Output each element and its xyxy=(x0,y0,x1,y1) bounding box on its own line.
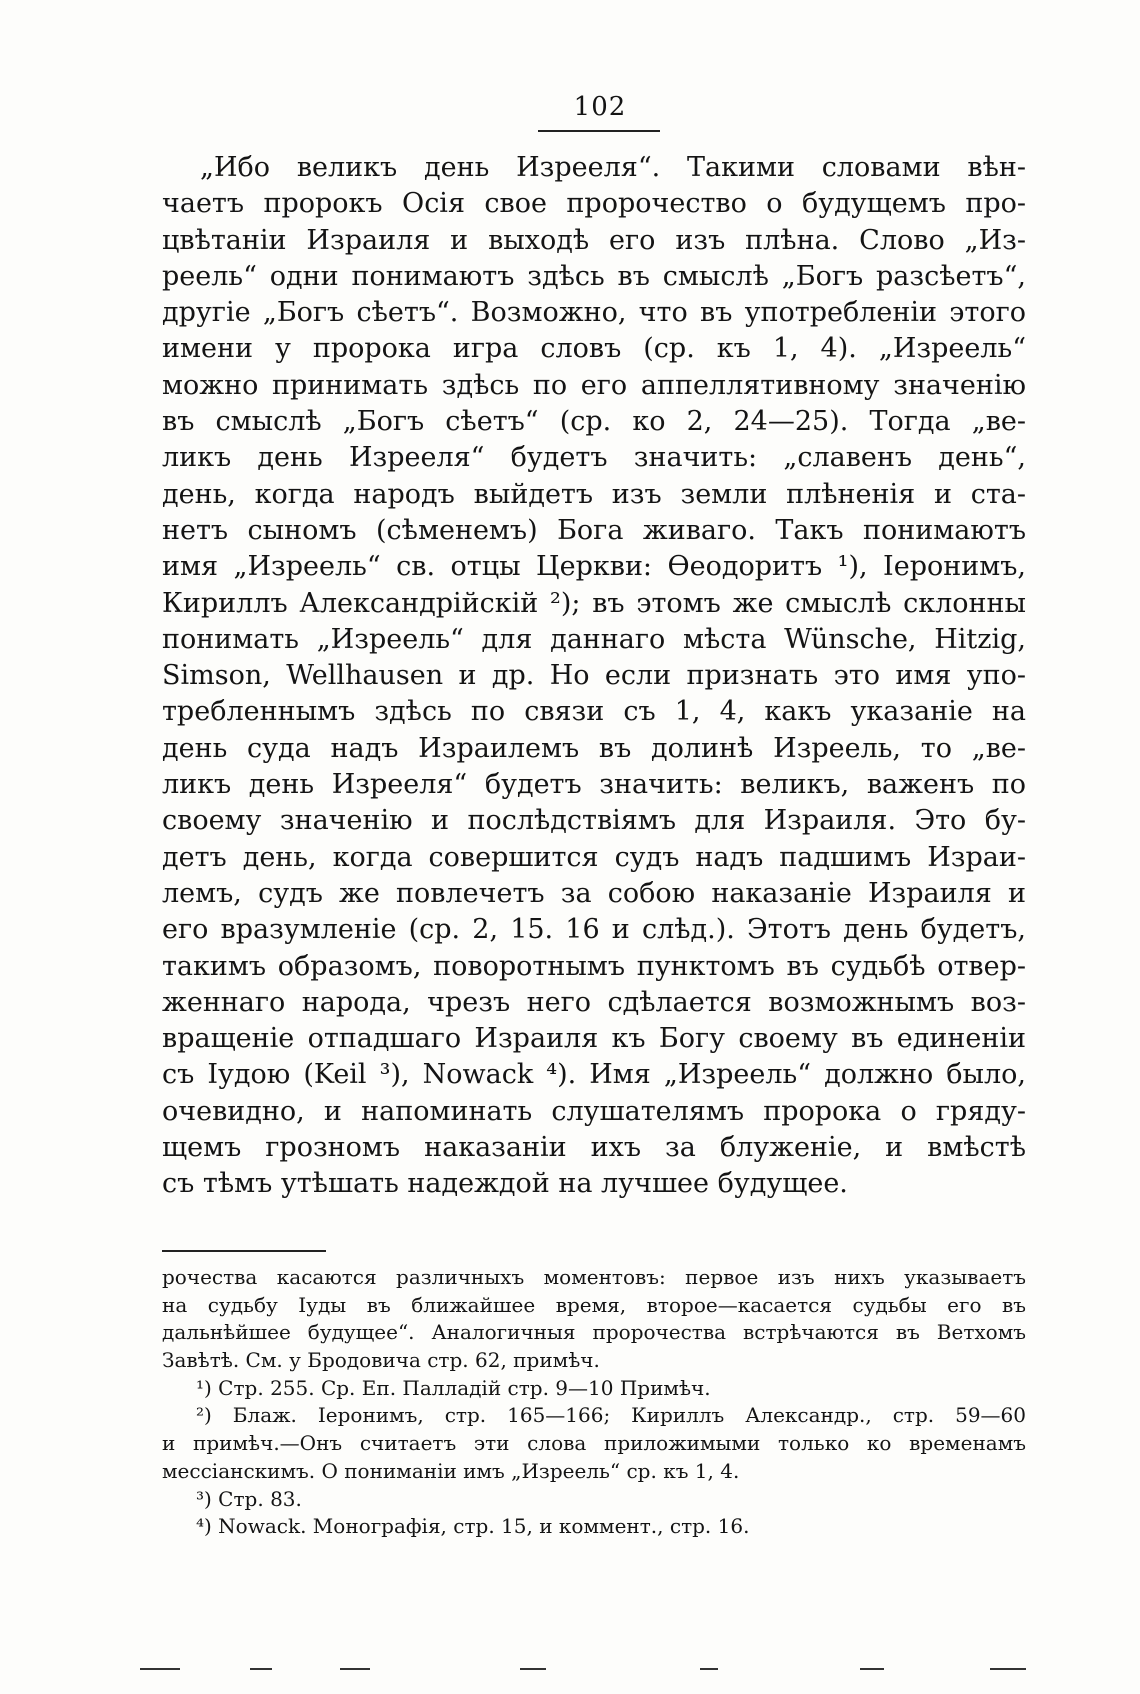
body-line: женнаго народа, чрезъ него сдѣлается возможнымъ воз- xyxy=(162,986,1026,1018)
footnote-continuation-line: дальнѣйшее будущее“. Аналогичныя пророчества встрѣчаются въ Ветхомъ xyxy=(162,1320,1026,1345)
body-line: щемъ грозномъ наказаніи ихъ за блуженіе, и вмѣстѣ xyxy=(162,1132,1026,1164)
body-line: Кириллъ Александрійскій ²); въ этомъ же смыслѣ склонны xyxy=(162,587,1026,619)
scan-mark xyxy=(860,1668,884,1670)
body-line: съ Іудою (Keil ³), Nowack ⁴). Имя „Изреель“ должно было, xyxy=(162,1059,1026,1091)
body-line: въ смыслѣ „Богъ сѣетъ“ (ср. ко 2, 24—25). Тогда „ве- xyxy=(162,406,1026,438)
footnote-4: ⁴) Nowack. Монографія, стр. 15, и коммент., стр. 16. xyxy=(196,1514,750,1539)
scan-mark xyxy=(700,1668,718,1670)
footnote-3: ³) Стр. 83. xyxy=(196,1486,302,1511)
body-line: имени у пророка игра словъ (ср. къ 1, 4). „Изреель“ xyxy=(162,333,1026,365)
body-line: чаетъ пророкъ Осія свое пророчество о будущемъ про- xyxy=(162,188,1026,220)
body-line: лемъ, судъ же повлечетъ за собою наказаніе Израиля и xyxy=(162,877,1026,909)
scan-mark xyxy=(140,1668,180,1670)
body-line: другіе „Богъ сѣетъ“. Возможно, что въ употребленіи этого xyxy=(162,297,1026,329)
footnote-1: ¹) Стр. 255. Ср. Еп. Палладій стр. 9—10 Примѣч. xyxy=(196,1375,711,1400)
scan-mark xyxy=(990,1668,1026,1670)
body-line: понимать „Изреель“ для даннаго мѣста Wünsche, Hitzig, xyxy=(162,623,1026,655)
body-line: его вразумленіе (ср. 2, 15. 16 и слѣд.). Этотъ день будетъ, xyxy=(162,914,1026,946)
body-line: день, когда народъ выйдетъ изъ земли плѣненія и ста- xyxy=(162,478,1026,510)
body-line: ликъ день Изрееля“ будетъ значить: „славенъ день“, xyxy=(162,442,1026,474)
footnote-separator xyxy=(162,1250,326,1252)
body-text xyxy=(162,150,1026,1203)
body-line: имя „Изреель“ св. отцы Церкви: Ѳеодоритъ ¹), Іеронимъ, xyxy=(162,551,1026,583)
body-line: вращеніе отпадшаго Израиля къ Богу своему въ единеніи xyxy=(162,1023,1026,1055)
footnote-2-continuation: и примѣч.—Онъ считаетъ эти слова приложимыми только ко временамъ xyxy=(162,1431,1026,1456)
body-line: требленнымъ здѣсь по связи съ 1, 4, какъ указаніе на xyxy=(162,696,1026,728)
body-line: реель“ одни понимаютъ здѣсь въ смыслѣ „Богъ разсѣетъ“, xyxy=(162,260,1026,292)
scan-edge-marks xyxy=(140,1668,1040,1670)
body-line: очевидно, и напоминать слушателямъ пророка о гряду- xyxy=(162,1095,1026,1127)
scan-mark xyxy=(520,1668,546,1670)
body-line: Simson, Wellhausen и др. Но если признать это имя упо- xyxy=(162,660,1026,692)
body-line: нетъ сыномъ (сѣменемъ) Бога живаго. Такъ понимаютъ xyxy=(162,514,1026,546)
body-line: ликъ день Изрееля“ будетъ значить: великъ, важенъ по xyxy=(162,769,1026,801)
body-line: такимъ образомъ, поворотнымъ пунктомъ въ судьбѣ отвер- xyxy=(162,950,1026,982)
footnote-continuation-line: на судьбу Іуды въ ближайшее время, второе—касается судьбы его въ xyxy=(162,1292,1026,1317)
footnote-continuation-line: рочества касаются различныхъ моментовъ: первое изъ нихъ указываетъ xyxy=(162,1265,1026,1289)
body-line: „Ибо великъ день Изрееля“. Такими словами вѣн- xyxy=(200,152,1026,183)
page-number: 102 xyxy=(573,92,627,122)
footnote-2-continuation: мессіанскимъ. О пониманіи имъ „Изреель“ ср. къ 1, 4. xyxy=(162,1458,740,1483)
footnotes xyxy=(162,1264,1026,1541)
page-number-rule xyxy=(538,130,660,132)
scan-mark xyxy=(340,1668,370,1670)
body-line: можно принимать здѣсь по его аппеллятивному значенію xyxy=(162,369,1026,401)
footnote-continuation-line: Завѣтѣ. См. у Бродовича стр. 62, примѣч. xyxy=(162,1348,600,1373)
body-line: своему значенію и послѣдствіямъ для Израиля. Это бу- xyxy=(162,805,1026,837)
scan-mark xyxy=(250,1668,272,1670)
body-line: детъ день, когда совершится судъ надъ падшимъ Израи- xyxy=(162,841,1026,873)
body-line: съ тѣмъ утѣшать надеждой на лучшее будущее. xyxy=(162,1168,848,1200)
footnote-2: ²) Блаж. Іеронимъ, стр. 165—166; Кириллъ Александр., стр. 59—60 xyxy=(196,1403,1026,1428)
body-line: цвѣтаніи Израиля и выходѣ его изъ плѣна. Слово „Из- xyxy=(162,224,1026,256)
body-line: день суда надъ Израилемъ въ долинѣ Изреель, то „ве- xyxy=(162,732,1026,764)
